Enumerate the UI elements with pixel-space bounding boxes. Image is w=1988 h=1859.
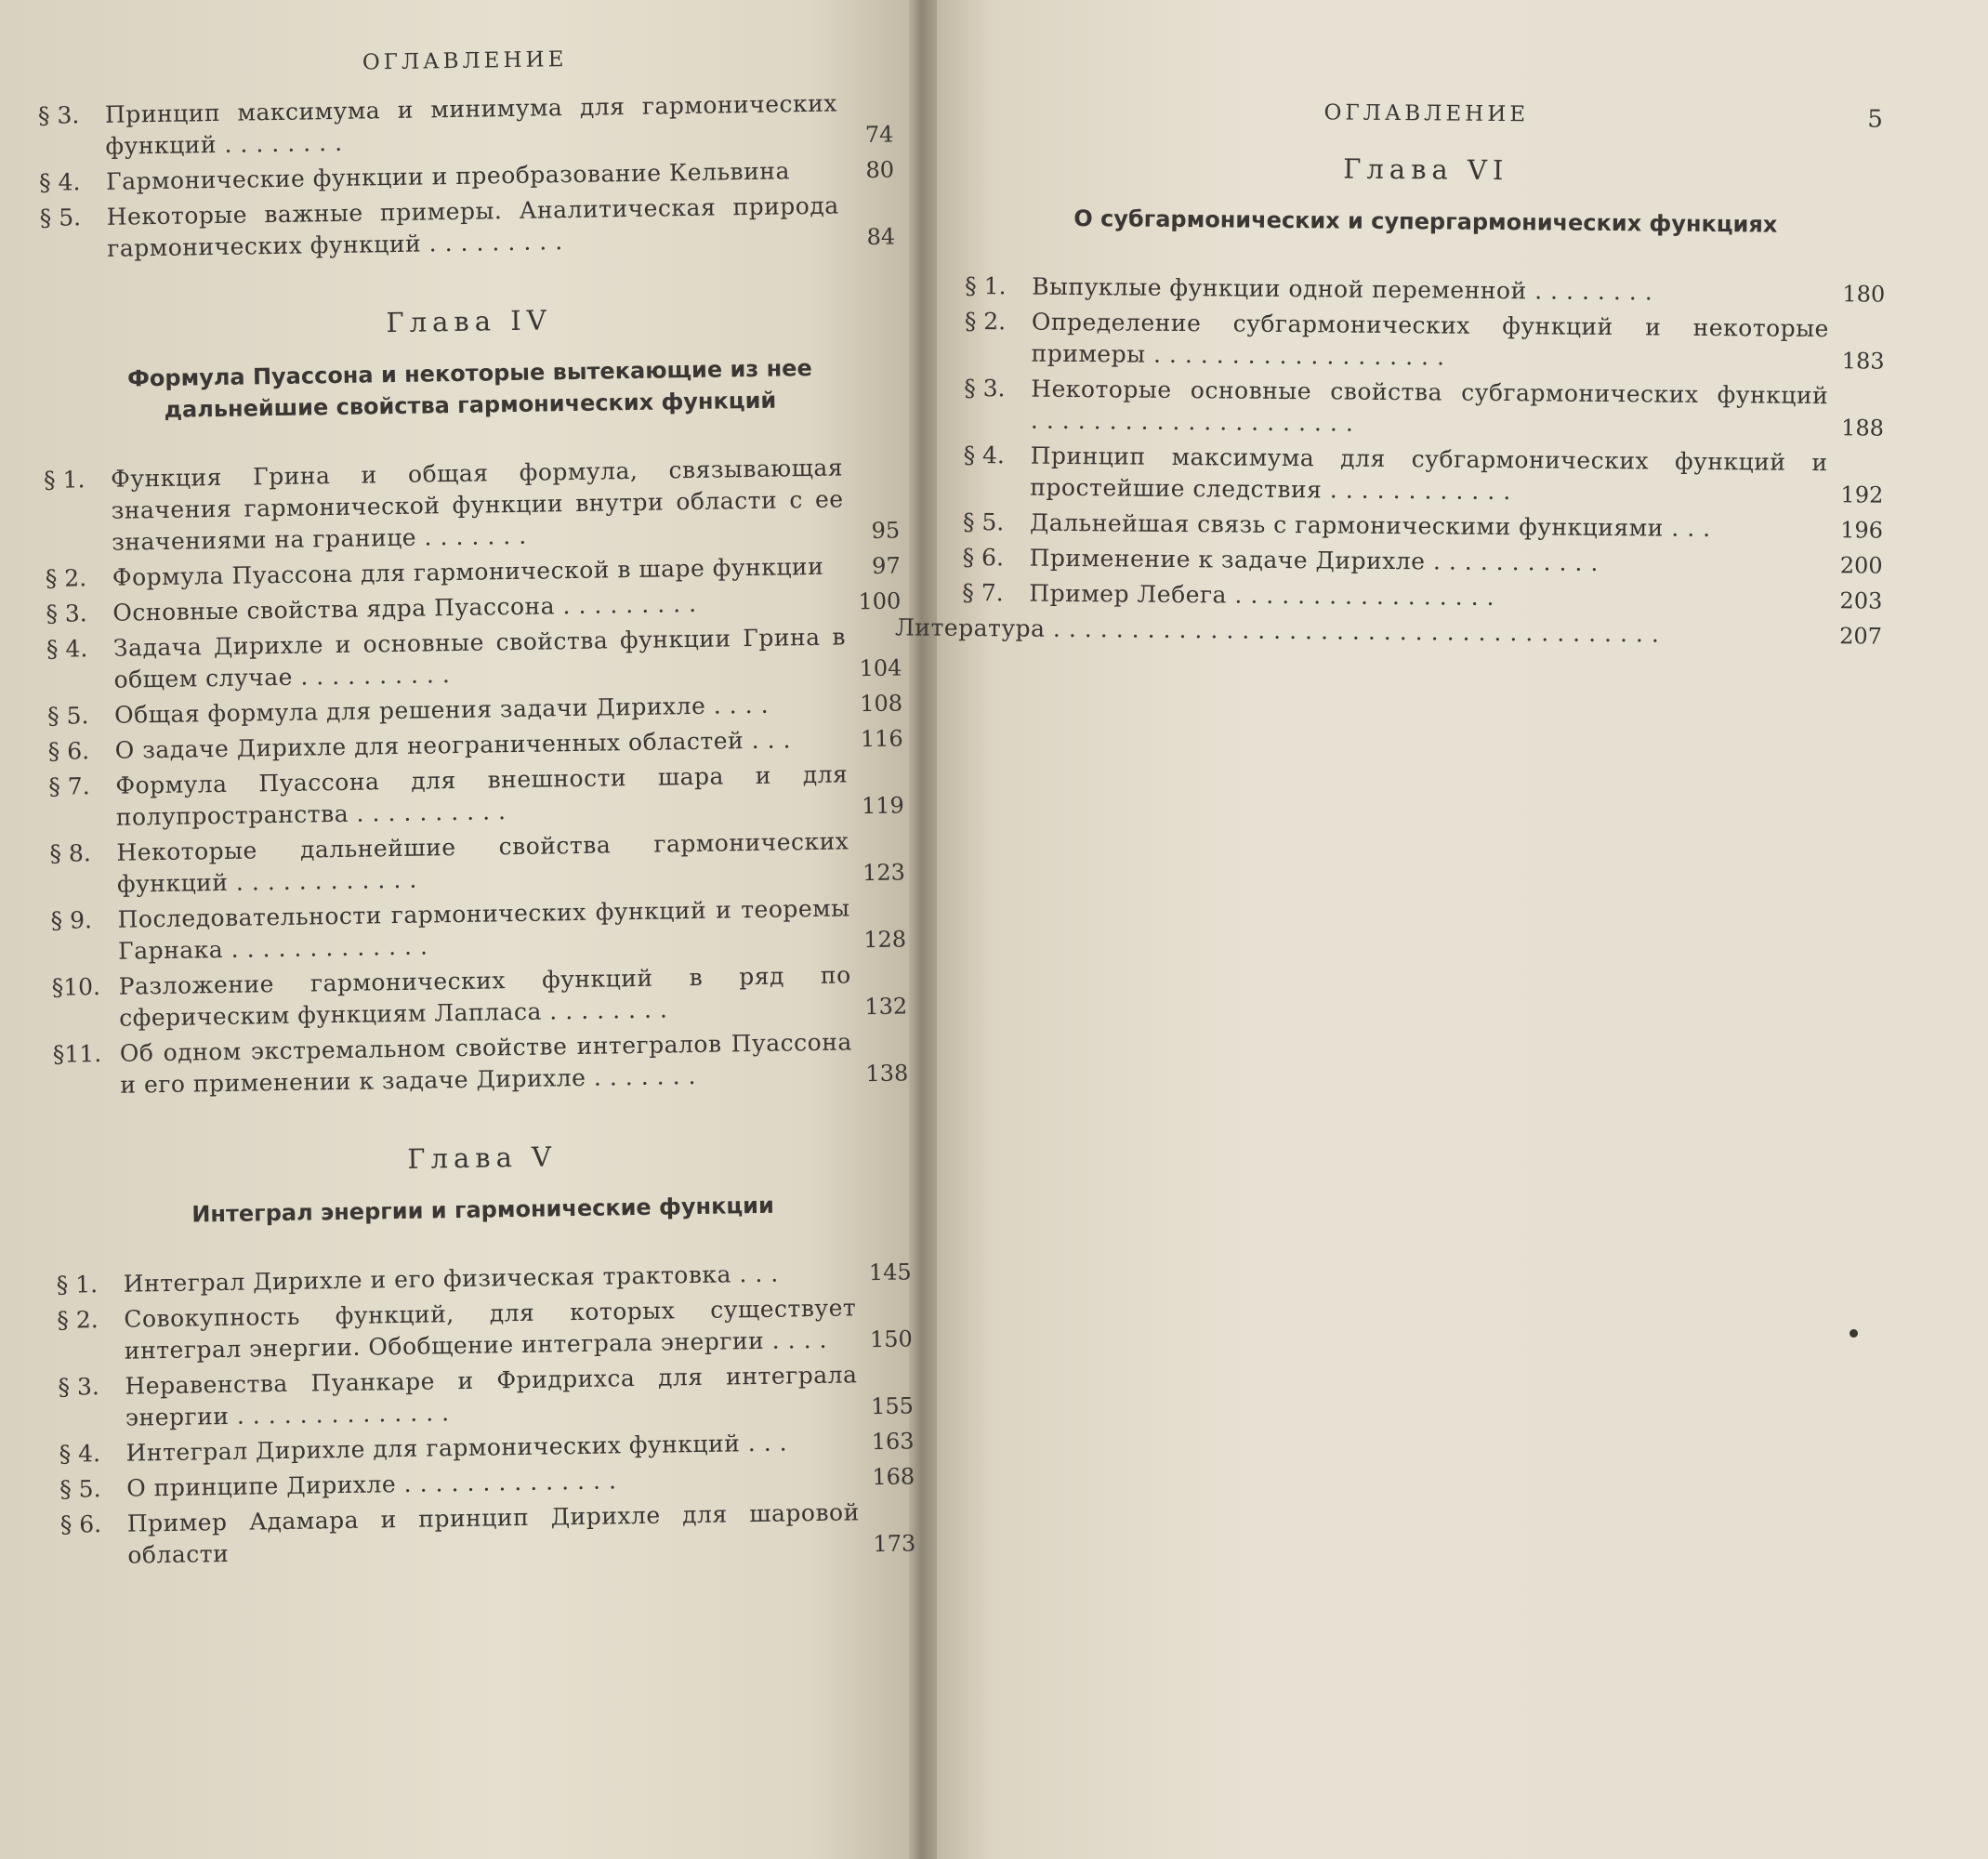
toc-entry[interactable] xyxy=(49,824,905,901)
section-number: § 3. xyxy=(37,101,80,129)
chapter-5-subtitle: Интеграл энергии и гармонические функции xyxy=(191,1192,775,1228)
section-title: Об одном экстремальном свойстве интегралов Пуассона и его применении к задаче Дирихле ....... xyxy=(119,1028,852,1099)
section-title: Некоторые важные примеры. Аналитическая природа гармонических функций ......... xyxy=(106,191,839,262)
toc-list-chapter-6 xyxy=(894,270,1886,653)
toc-entry[interactable] xyxy=(58,1358,914,1434)
page-reference: 119 xyxy=(861,792,905,820)
section-number: § 7. xyxy=(962,578,1004,607)
chapter-6-title: Глава VI xyxy=(1343,152,1509,187)
section-title: Задача Дирихле и основные свойства функции Грина в общем случае .......... xyxy=(112,623,847,693)
section-title: Общая формула для решения задачи Дирихле .... xyxy=(113,691,777,729)
page-reference: 155 xyxy=(870,1392,915,1420)
book-gutter xyxy=(909,0,937,1859)
toc-entry[interactable] xyxy=(60,1496,916,1572)
section-title: О принципе Дирихле .............. xyxy=(125,1467,625,1502)
section-number: § 4. xyxy=(963,441,1006,469)
page-reference: 207 xyxy=(1839,623,1883,650)
section-title: Последовательности гармонических функций и теоремы Гарнака ............. xyxy=(117,894,850,965)
section-number: § 1. xyxy=(43,466,86,494)
page-reference: 123 xyxy=(862,859,906,887)
section-number: § 9. xyxy=(50,906,93,934)
section-number: § 6. xyxy=(59,1510,102,1538)
page-reference: 100 xyxy=(858,587,902,615)
toc-entry[interactable] xyxy=(962,577,1882,617)
toc-entry[interactable] xyxy=(963,440,1884,511)
toc-entry[interactable] xyxy=(53,1025,909,1101)
toc-entry[interactable] xyxy=(965,270,1885,310)
page-reference: 132 xyxy=(864,993,908,1021)
section-title: Формула Пуассона для внешности шара и для полупространства .......... xyxy=(115,760,849,831)
section-title: Принцип максимума для субгармонических функций и простейшие следствия ............ xyxy=(1030,442,1828,506)
section-number: § 5. xyxy=(39,204,82,231)
section-number: § 6. xyxy=(47,737,90,765)
section-title: Совокупность функций, для которых существует интеграл энергии. Обобщение интеграла энергии .... xyxy=(124,1294,857,1365)
section-number: § 2. xyxy=(45,564,87,592)
page-reference: 200 xyxy=(1839,552,1883,579)
left-page-content xyxy=(37,43,916,1576)
toc-entry[interactable] xyxy=(38,87,894,164)
section-title: Разложение гармонических функций в ряд по сферическим функциям Лапласа ........ xyxy=(118,961,851,1032)
page-reference: 95 xyxy=(871,517,901,544)
section-number: § 2. xyxy=(964,307,1007,336)
toc-entry[interactable] xyxy=(57,1291,913,1367)
section-number: § 5. xyxy=(962,508,1005,536)
toc-list-chapter-4 xyxy=(44,451,909,1101)
toc-entry[interactable] xyxy=(39,190,895,266)
page-reference: 74 xyxy=(864,121,894,149)
section-title: Дальнейшая связь с гармоническими функциями ... xyxy=(1029,508,1719,543)
section-number: § 4. xyxy=(59,1440,101,1468)
section-title: Выпуклые функции одной переменной ........ xyxy=(1032,272,1661,306)
page-reference: 192 xyxy=(1840,481,1884,508)
toc-entry[interactable] xyxy=(964,306,1885,377)
page-reference: 128 xyxy=(863,926,907,954)
page-number: 5 xyxy=(1867,105,1887,134)
running-head-left: ОГЛАВЛЕНИЕ xyxy=(362,47,568,75)
section-title: Пример Лебега ................. xyxy=(1029,579,1503,612)
page-reference: 180 xyxy=(1842,281,1886,308)
page-reference: 150 xyxy=(869,1325,914,1353)
section-number: § 8. xyxy=(49,839,92,867)
page-reference: 173 xyxy=(873,1530,916,1558)
section-number: § 2. xyxy=(57,1306,99,1334)
toc-entry[interactable] xyxy=(964,373,1885,444)
section-number: § 1. xyxy=(965,271,1007,300)
page-reference: 104 xyxy=(859,654,902,682)
page-reference: 203 xyxy=(1839,587,1883,614)
chapter-6-subtitle: О субгармонических и супергармонических функциях xyxy=(1073,205,1778,238)
section-title: Гармонические функции и преобразование Кельвина xyxy=(105,157,791,195)
page-reference: 196 xyxy=(1840,517,1884,544)
page-reference: 168 xyxy=(872,1463,915,1491)
toc-entry[interactable] xyxy=(963,507,1883,547)
page-reference: 80 xyxy=(865,156,895,184)
right-page-content xyxy=(894,98,1887,656)
section-title: Формула Пуассона для гармонической в шаре функции xyxy=(112,552,824,591)
section-number: § 5. xyxy=(46,702,89,730)
chapter-5-title: Глава V xyxy=(407,1140,558,1175)
section-title: Применение к задаче Дирихле ........... xyxy=(1029,544,1607,577)
page-reference: 108 xyxy=(860,690,903,718)
section-title: Некоторые дальнейшие свойства гармонических функций ............ xyxy=(116,827,849,898)
section-title: Основные свойства ядра Пуассона ......... xyxy=(112,589,705,626)
page-reference: 183 xyxy=(1841,348,1885,375)
section-number: § 3. xyxy=(46,600,87,627)
section-title: Определение субгармонических функций и некоторые примеры ................... xyxy=(1031,308,1829,371)
section-title: Пример Адамара и принцип Дирихле для шаровой области xyxy=(126,1498,860,1569)
section-number: § 5. xyxy=(59,1475,101,1503)
toc-entry[interactable] xyxy=(963,542,1883,582)
section-title: Функция Грина и общая формула, связывающая значения гармонической функции внутри области с ее значениями на границе ....... xyxy=(110,454,844,556)
section-number: § 4. xyxy=(38,168,81,196)
toc-list-chapter-5 xyxy=(57,1256,916,1572)
toc-list-top xyxy=(38,87,896,266)
section-number: § 4. xyxy=(46,635,88,663)
toc-entry[interactable] xyxy=(46,620,902,696)
page-reference: 145 xyxy=(868,1259,912,1286)
toc-entry[interactable] xyxy=(44,451,900,559)
section-number: § 6. xyxy=(962,543,1005,572)
page-reference: 188 xyxy=(1841,415,1885,442)
literature-title: Литература ....................................... xyxy=(894,613,1668,648)
page-reference: 163 xyxy=(871,1428,915,1456)
section-title: Интеграл Дирихле и его физическая трактовка ... xyxy=(123,1259,787,1298)
page-reference: 84 xyxy=(866,223,896,251)
toc-entry-literature[interactable] xyxy=(895,612,1882,652)
toc-entry[interactable] xyxy=(50,891,906,968)
section-number: § 3. xyxy=(964,374,1006,402)
section-title: Некоторые основные свойства субгармонических функций ..................... xyxy=(1030,375,1829,437)
page-reference: 97 xyxy=(871,552,901,579)
section-number: §11. xyxy=(52,1040,102,1068)
section-title: Интеграл Дирихле для гармонических функций ... xyxy=(125,1429,796,1467)
section-title: Принцип максимума и минимума для гармонических функций ........ xyxy=(104,89,838,160)
running-head-right-text: ОГЛАВЛЕНИЕ xyxy=(1323,100,1530,127)
page-reference: 138 xyxy=(865,1060,909,1088)
section-number: §10. xyxy=(51,973,101,1001)
section-number: § 7. xyxy=(48,772,90,800)
section-number: § 1. xyxy=(56,1271,99,1299)
section-title: Неравенства Пуанкаре и Фридрихса для интеграла энергии .............. xyxy=(125,1361,858,1431)
section-number: § 3. xyxy=(58,1373,100,1401)
toc-entry[interactable] xyxy=(48,758,904,834)
paper-speck xyxy=(1850,1329,1858,1338)
chapter-4-title: Глава IV xyxy=(386,304,552,339)
toc-entry[interactable] xyxy=(51,958,907,1035)
section-title: О задаче Дирихле для неограниченных областей ... xyxy=(114,726,799,764)
chapter-4-subtitle: Формула Пуассона и некоторые вытекающие из нее дальнейшие свойства гармонических функций xyxy=(126,354,812,423)
page-reference: 116 xyxy=(860,725,903,753)
